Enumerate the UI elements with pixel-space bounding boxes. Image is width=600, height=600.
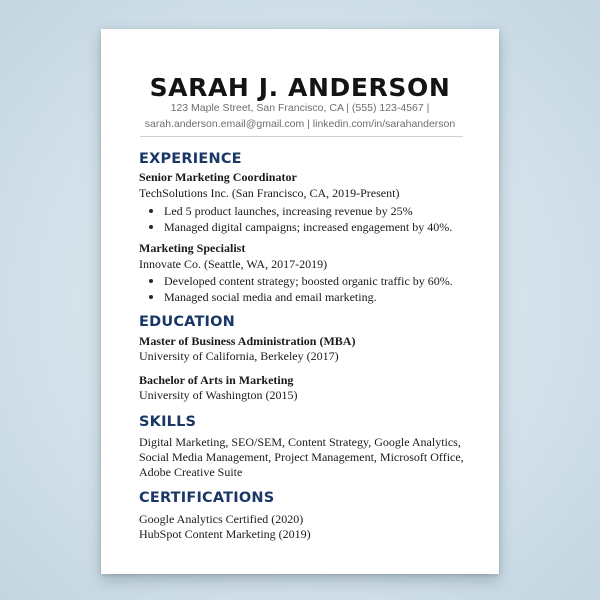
skills-heading: SKILLS bbox=[139, 414, 197, 430]
certification-item: Google Analytics Certified (2020) bbox=[139, 512, 304, 526]
degree-title: Master of Business Administration (MBA) bbox=[139, 334, 356, 348]
skills-line: Digital Marketing, SEO/SEM, Content Strategy, Google Analytics, bbox=[139, 435, 461, 449]
header-divider bbox=[140, 136, 463, 137]
contact-line-address: 123 Maple Street, San Francisco, CA | (555) 123-4567 | bbox=[170, 102, 430, 114]
experience-heading: EXPERIENCE bbox=[139, 151, 242, 167]
certifications-heading: CERTIFICATIONS bbox=[139, 490, 275, 506]
resume-page bbox=[101, 29, 499, 574]
job-company: Innovate Co. (Seattle, WA, 2017-2019) bbox=[139, 257, 328, 271]
education-heading: EDUCATION bbox=[139, 314, 236, 330]
skills-line: Adobe Creative Suite bbox=[139, 465, 243, 479]
certification-item: HubSpot Content Marketing (2019) bbox=[139, 527, 311, 541]
bullet-dot bbox=[149, 295, 153, 299]
contact-line-online: sarah.anderson.email@gmail.com | linkedin.com/in/sarahanderson bbox=[144, 118, 456, 130]
job-title: Senior Marketing Coordinator bbox=[139, 170, 297, 184]
skills-line: Social Media Management, Project Management, Microsoft Office, bbox=[139, 450, 464, 464]
resume-name: SARAH J. ANDERSON bbox=[149, 73, 451, 102]
job-title: Marketing Specialist bbox=[139, 241, 246, 255]
degree-school: University of Washington (2015) bbox=[139, 388, 298, 402]
degree-title: Bachelor of Arts in Marketing bbox=[139, 373, 294, 387]
degree-school: University of California, Berkeley (2017) bbox=[139, 349, 339, 363]
job-company: TechSolutions Inc. (San Francisco, CA, 2019-Present) bbox=[139, 186, 400, 200]
bullet-dot bbox=[149, 279, 153, 283]
job-bullet: Managed digital campaigns; increased engagement by 40%. bbox=[164, 220, 453, 234]
bullet-dot bbox=[149, 225, 153, 229]
bullet-dot bbox=[149, 209, 153, 213]
job-bullet: Led 5 product launches, increasing revenue by 25% bbox=[164, 204, 413, 218]
job-bullet: Managed social media and email marketing. bbox=[164, 290, 377, 304]
job-bullet: Developed content strategy; boosted organic traffic by 60%. bbox=[164, 274, 453, 288]
